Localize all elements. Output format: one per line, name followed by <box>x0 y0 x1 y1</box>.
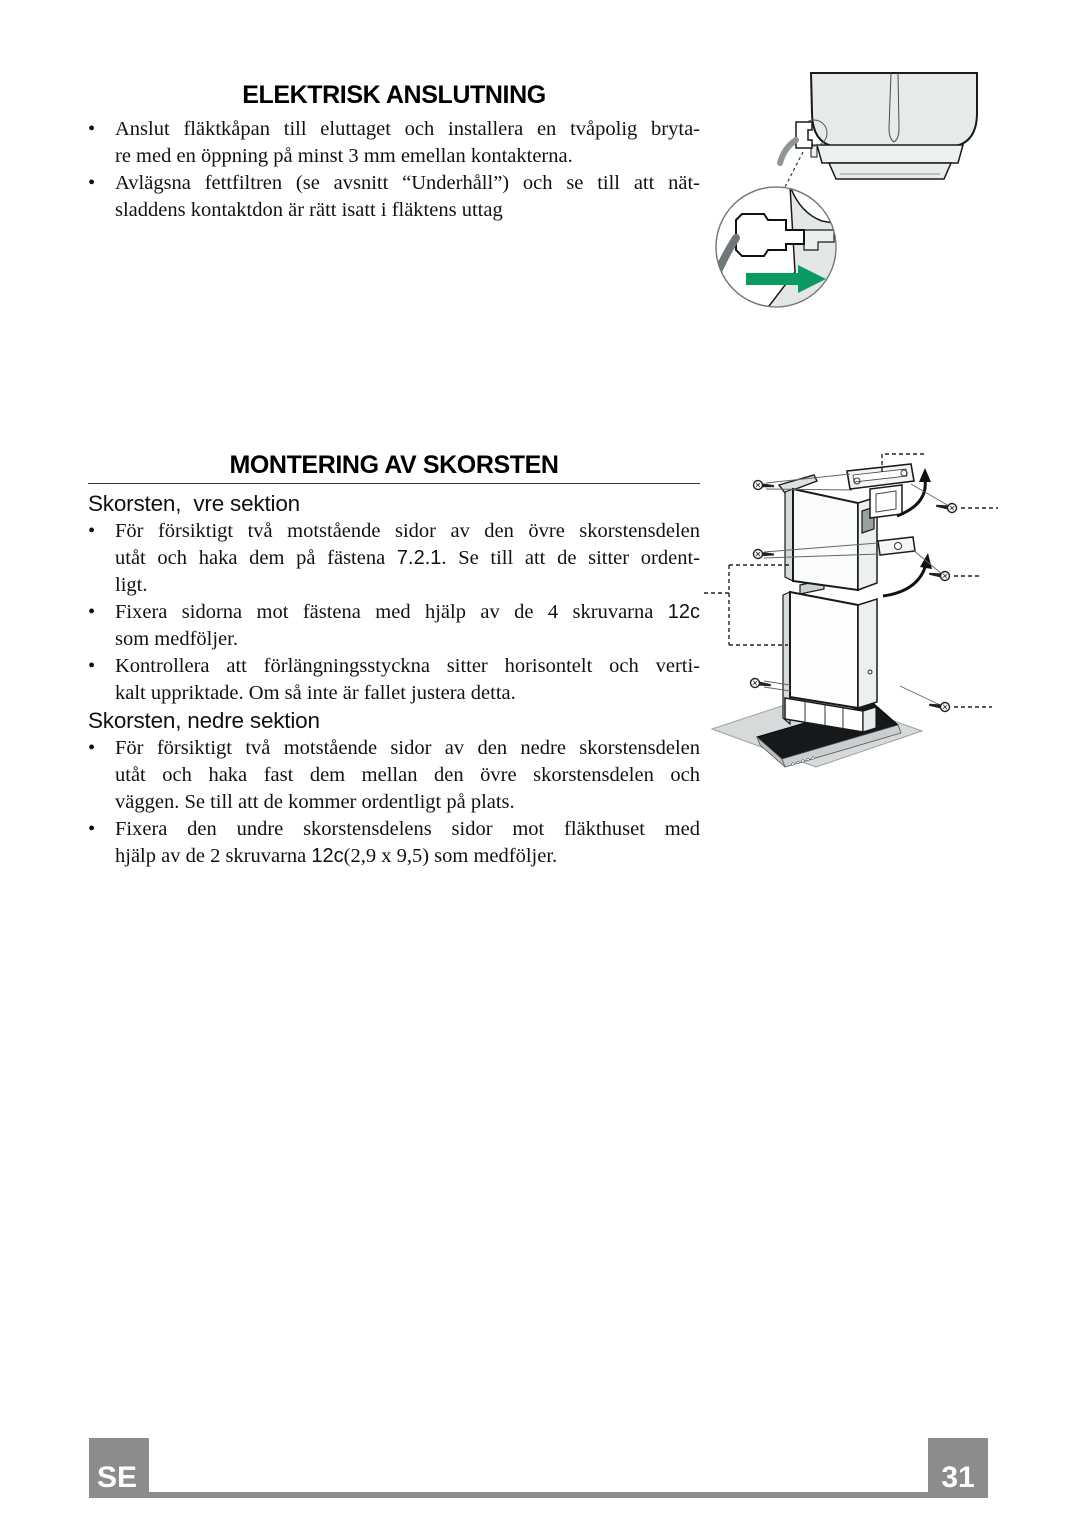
subsection-heading-lower-chimney: Skorsten, nedre sektion <box>88 708 320 733</box>
wall-bracket-upper <box>847 464 914 489</box>
power-cord <box>780 140 796 163</box>
text-line: ligt. <box>115 574 148 596</box>
text-line: Avlägsna fettfiltren (se avsnitt “Underhåll”) och se till att nät- <box>115 172 700 194</box>
text-line: utåt och haka dem på fästena 7.2.1. Se till att de sitter ordent- <box>115 547 700 569</box>
detail-leader-dashed-line <box>784 152 803 189</box>
text-line: hjälp av de 2 skruvarna 12c(2,9 x 9,5) som medföljer. <box>115 845 558 867</box>
text-line: kalt uppriktade. Om så inte är fallet justera detta. <box>115 682 516 704</box>
bullet-marker: • <box>88 172 96 194</box>
text-line: För försiktigt två motstående sidor av den nedre skorstensdelen <box>115 737 700 759</box>
bullet-marker: • <box>88 520 96 542</box>
screw-icon <box>929 569 951 581</box>
figure-chimney-mounting <box>700 440 1020 790</box>
bullet-item <box>88 599 700 653</box>
figure-power-connection <box>700 60 1000 315</box>
bullet-list-upper-chimney <box>88 518 700 707</box>
bullet-marker: • <box>88 118 96 140</box>
language-tab <box>89 1438 149 1498</box>
air-outlet-duct <box>870 485 902 518</box>
page-number: 31 <box>941 1461 975 1494</box>
range-hood <box>811 73 977 179</box>
part-reference: 12c <box>667 601 700 623</box>
bullet-item <box>88 816 700 870</box>
text-line: För försiktigt två motstående sidor av den övre skorstensdelen <box>115 520 700 542</box>
text-line: väggen. Se till att de kommer ordentligt på plats. <box>115 791 515 813</box>
text-line: som medföljer. <box>115 628 238 650</box>
part-reference: 7.2.1 <box>396 547 442 569</box>
text-line: Anslut fläktkåpan till eluttaget och installera en tvåpolig bryta- <box>115 118 700 140</box>
screw-icon <box>929 700 951 712</box>
text-line: re med en öppning på minst 3 mm emellan kontakterna. <box>115 145 573 167</box>
section-title-electrical: ELEKTRISK ANSLUTNING <box>242 81 546 109</box>
section-chimney-mounting <box>88 450 700 870</box>
section-title-chimney: MONTERING AV SKORSTEN <box>88 450 700 484</box>
screw-icon <box>936 501 958 513</box>
bullet-item <box>88 735 700 816</box>
bullet-marker: • <box>88 601 96 623</box>
subsection-heading-upper-chimney: Skorsten, vre sektion <box>88 491 300 516</box>
bullet-item <box>88 653 700 707</box>
bullet-list-electrical <box>88 116 700 224</box>
upper-chimney-section <box>779 475 877 590</box>
bullet-item <box>88 518 700 599</box>
wall-bracket-middle <box>878 537 915 555</box>
page-number-tab <box>928 1438 988 1498</box>
bullet-list-lower-chimney <box>88 735 700 870</box>
lower-chimney-section <box>783 592 877 732</box>
section-electrical-connection <box>88 80 700 224</box>
part-reference: 12c <box>311 845 344 867</box>
text-line: Fixera den undre skorstensdelens sidor mot fläkthuset med <box>115 818 700 840</box>
text-line: sladdens kontaktdon är rätt isatt i fläktens uttag <box>115 199 503 221</box>
language-code: SE <box>97 1461 138 1494</box>
bullet-marker: • <box>88 655 96 677</box>
text-line: utåt och haka fast dem mellan den övre skorstensdelen och <box>115 764 700 786</box>
bullet-marker: • <box>88 737 96 759</box>
bullet-marker: • <box>88 818 96 840</box>
bullet-item <box>88 116 700 170</box>
text-line: Fixera sidorna mot fästena med hjälp av de 4 skruvarna 12c <box>115 601 700 623</box>
bullet-item <box>88 170 700 224</box>
text-line: Kontrollera att förlängningsstyckna sitter horisontelt och verti- <box>115 655 700 677</box>
footer-rule <box>148 1492 928 1498</box>
